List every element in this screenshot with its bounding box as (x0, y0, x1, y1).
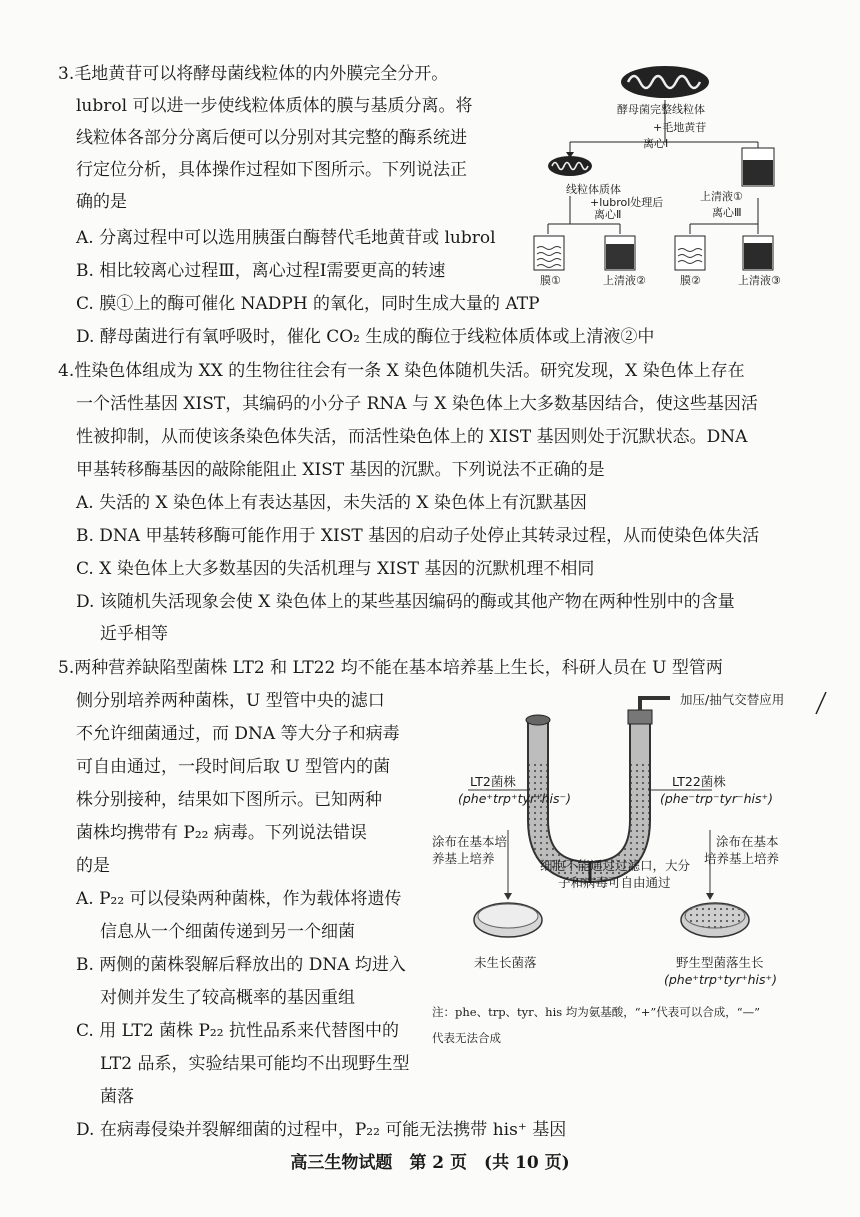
q3-line-2: lubrol 可以进一步使线粒体质体的膜与基质分离。将 (76, 96, 473, 116)
q5-option-c: C. 用 LT2 菌株 P₂₂ 抗性品系来代替图中的 (76, 1021, 399, 1041)
diagram-footnote-1: 注：phe、trp、tyr、his 均为氨基酸，“+”代表可以合成，“—” (432, 1005, 760, 1019)
q3-option-a: A. 分离过程中可以选用胰蛋白酶替代毛地黄苷或 lubrol (76, 228, 496, 248)
right-result-label: 野生型菌落生长 (676, 955, 764, 970)
q4-line-1: 4.性染色体组成为 XX 的生物往往会有一条 X 染色体随机失活。研究发现，X 染色体上存在 (58, 361, 745, 381)
right-strain-label: LT22菌株 (672, 774, 726, 789)
q5-option-a: A. P₂₂ 可以侵染两种菌株，作为载体将遗传 (76, 889, 402, 909)
q5-option-c-cont2: 菌落 (100, 1087, 134, 1107)
diagram-step-3: 离心Ⅲ (712, 206, 742, 219)
q5-line-5: 株分别接种，结果如下图所示。已知两种 (76, 790, 382, 810)
q3-line-3: 线粒体各部分分离后便可以分别对其完整的酶系统进 (76, 128, 467, 148)
diagram-step-1: 离心Ⅰ (643, 137, 669, 150)
left-strain-genotype: (phe⁺trp⁺tyr⁺his⁻) (458, 791, 572, 806)
mitochondria-fractionation-diagram (520, 62, 820, 282)
diagram-tube-3: 膜② (680, 274, 701, 287)
q4-option-d: D. 该随机失活现象会使 X 染色体上的某些基因编码的酶或其他产物在两种性别中的含量 (76, 592, 735, 612)
q4-option-a: A. 失活的 X 染色体上有表达基因，未失活的 X 染色体上有沉默基因 (76, 493, 587, 513)
right-result-genotype: (phe⁺trp⁺tyr⁺his⁺) (664, 972, 778, 987)
q5-line-7: 的是 (76, 856, 110, 876)
q4-line-4: 甲基转移酶基因的敲除能阻止 XIST 基因的沉默。下列说法不正确的是 (76, 460, 605, 480)
q4-option-c: C. X 染色体上大多数基因的失活机理与 XIST 基因的沉默机理不相同 (76, 559, 595, 579)
diagram-tube-2: 上清液② (603, 274, 646, 287)
right-strain-genotype: (phe⁻trp⁻tyr⁻his⁺) (660, 791, 774, 806)
q5-line-2: 侧分别培养两种菌株，U 型管中央的滤口 (76, 691, 385, 711)
diagram-left-label: 线粒体质体 (566, 183, 621, 196)
pen-mark (812, 690, 832, 720)
diagram-footnote-2: 代表无法合成 (432, 1031, 501, 1045)
diagram-top-label: 酵母菌完整线粒体 (617, 103, 705, 116)
q3-option-d: D. 酵母菌进行有氧呼吸时，催化 CO₂ 生成的酶位于线粒体质体或上清液②中 (76, 327, 655, 347)
right-plate-instruction-1: 涂布在基本 (716, 834, 779, 849)
q4-option-d-cont: 近乎相等 (100, 624, 168, 644)
filter-note-1: 细胞不能通过过滤口，大分 (540, 858, 691, 873)
q3-option-b: B. 相比较离心过程Ⅲ，离心过程Ⅰ需要更高的转速 (76, 261, 446, 281)
diagram-reagent-2: +lubrol处理后 (590, 196, 664, 209)
left-result-label: 未生长菌落 (474, 955, 537, 970)
diagram-reagent-1: +毛地黄苷 (653, 121, 707, 134)
pump-label: 加压/抽气交替应用 (680, 692, 785, 707)
q3-line-5: 确的是 (76, 192, 127, 212)
q3-option-c: C. 膜①上的酶可催化 NADPH 的氧化，同时生成大量的 ATP (76, 294, 540, 314)
q4-option-b: B. DNA 甲基转移酶可能作用于 XIST 基因的启动子处停止其转录过程，从而使染色体失活 (76, 526, 760, 546)
q5-option-d: D. 在病毒侵染并裂解细菌的过程中，P₂₂ 可能无法携带 his⁺ 基因 (76, 1120, 567, 1140)
q3-line-4: 行定位分析，具体操作过程如下图所示。下列说法正 (76, 160, 467, 180)
q5-option-a-cont: 信息从一个细菌传递到另一个细菌 (100, 922, 355, 942)
q5-line-6: 菌株均携带有 P₂₂ 病毒。下列说法错误 (76, 823, 367, 843)
left-plate-instruction-1: 涂布在基本培 (432, 834, 508, 849)
page-footer: 高三生物试题 第 2 页 (共 10 页) (290, 1153, 570, 1173)
q5-option-c-cont: LT2 品系，实验结果可能均不出现野生型 (100, 1054, 410, 1074)
left-strain-label: LT2菌株 (470, 774, 516, 789)
left-plate-instruction-2: 养基上培养 (432, 851, 495, 866)
diagram-right-label: 上清液① (700, 190, 743, 203)
q5-line-3: 不允许细菌通过，而 DNA 等大分子和病毒 (76, 724, 400, 744)
q5-option-b-cont: 对侧并发生了较高概率的基因重组 (100, 988, 355, 1008)
diagram-tube-4: 上清液③ (738, 274, 781, 287)
diagram-step-2: 离心Ⅱ (594, 208, 622, 221)
q4-line-3: 性被抑制，从而使该条染色体失活，而活性染色体上的 XIST 基因则处于沉默状态。DNA (76, 427, 748, 447)
right-plate-instruction-2: 培养基上培养 (704, 851, 780, 866)
q3-line-1: 3.毛地黄苷可以将酵母菌线粒体的内外膜完全分开。 (58, 64, 449, 84)
filter-note-2: 子和病毒可自由通过 (558, 875, 671, 890)
q4-line-2: 一个活性基因 XIST，其编码的小分子 RNA 与 X 染色体上大多数基因结合，使这些基因活 (76, 394, 758, 414)
q5-option-b: B. 两侧的菌株裂解后释放出的 DNA 均进入 (76, 955, 406, 975)
q5-line-1: 5.两种营养缺陷型菌株 LT2 和 LT22 均不能在基本培养基上生长，科研人员在 U 型管两 (58, 658, 723, 678)
q5-line-4: 可自由通过，一段时间后取 U 型管内的菌 (76, 757, 391, 777)
diagram-tube-1: 膜① (540, 274, 561, 287)
